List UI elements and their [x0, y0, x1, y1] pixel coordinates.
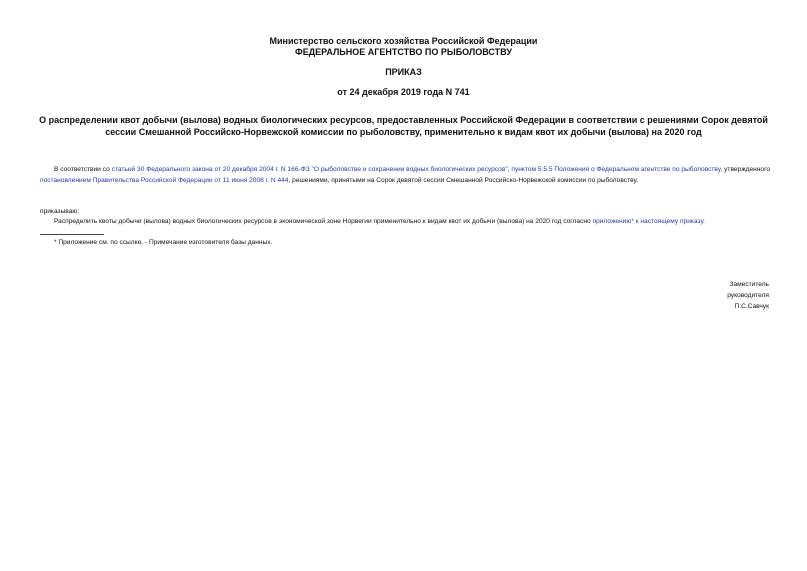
government-decree-link[interactable]: постановлением Правительства Российской Федерации от 11 июня 2008 г. N 444 — [40, 176, 289, 184]
preamble-text-1: В соответствии со — [54, 166, 112, 173]
preamble-text-3: , решениями, принятыми на Сорок девятой сессии Смешанной Российско-Норвежской комиссии по рыболовству, — [288, 176, 638, 184]
order-text-2: . — [703, 218, 705, 225]
appendix-link[interactable]: приложению* к настоящему приказу — [592, 218, 704, 225]
signatory-position-2: руководителя — [727, 292, 769, 299]
document-header — [0, 36, 807, 58]
order-text-1: Распределить квоты добычи (вылова) водных биологических ресурсов в экономической зоне Норвегии применительно к видам квот их добычи (вылова) на 2020 год согласно — [54, 218, 593, 225]
preamble-text-2: , утвержденного — [720, 166, 771, 173]
footnote: * Приложение см. по ссылке. - Примечание изготовителя базы данных. — [54, 239, 273, 246]
order-date-number: от 24 декабря 2019 года N 741 — [337, 87, 470, 97]
footnote-divider — [40, 234, 104, 235]
signatory-position-1: Заместитель — [729, 281, 769, 288]
order-heading: ПРИКАЗ — [385, 67, 422, 77]
order-verb: приказываю: — [40, 208, 80, 215]
signatory-name: П.С.Савчук — [734, 303, 769, 310]
ministry-name: Министерство сельского хозяйства Российской Федерации — [269, 36, 538, 46]
preamble-paragraph — [40, 165, 770, 186]
federal-law-link[interactable]: статьей 30 Федерального закона от 20 декабря 2004 г. N 166-ФЗ "О рыболовстве и сохранении водных биологических ресурсов", пунктом 5.5.5 Положения о Федеральном агентстве по рыболовству — [111, 166, 721, 173]
document-title: О распределении квот добычи (вылова) водных биологических ресурсов, предоставленных Российской Федерации в соответствии с решениями Сорок девятой сессии Смешанной Российско-Норвежской комиссии по рыболовству, применительно к видам квот их добычи (вылова) на 2020 год — [39, 115, 768, 137]
order-paragraph — [40, 217, 770, 228]
signature-block — [727, 279, 769, 312]
agency-name: ФЕДЕРАЛЬНОЕ АГЕНТСТВО ПО РЫБОЛОВСТВУ — [295, 47, 512, 57]
